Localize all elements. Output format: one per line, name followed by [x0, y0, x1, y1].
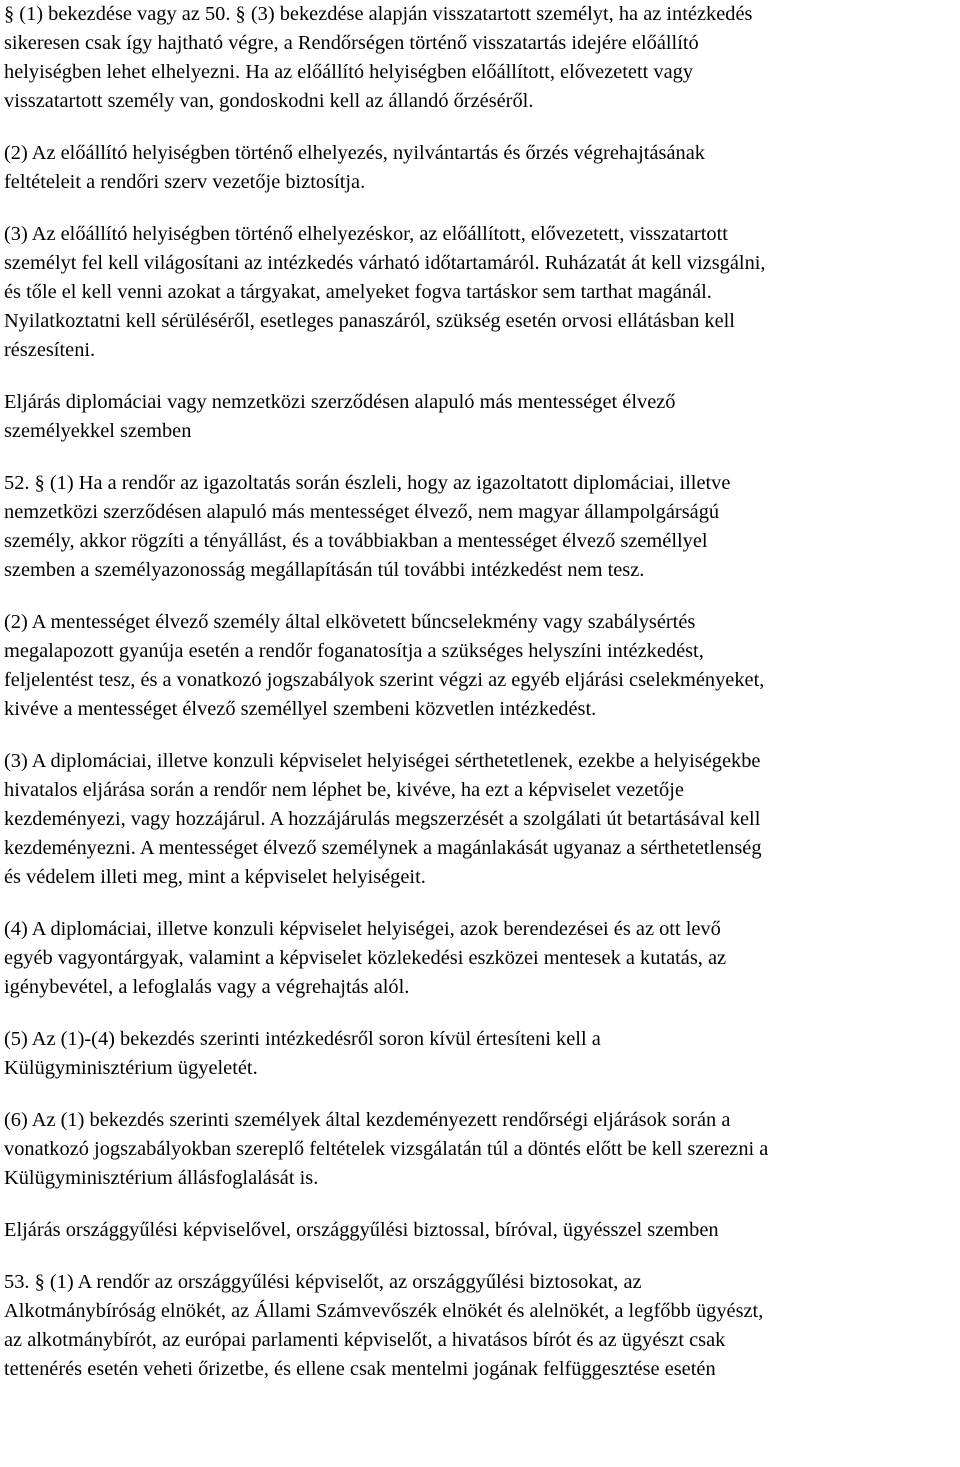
- paragraph-section-53-1: 53. § (1) A rendőr az országgyűlési képviselőt, az országgyűlési biztosokat, az Alkotmánybíróság elnökét, az Állami Számvevőszék elnökét és alelnökét, a legfőbb ügyészt, az alkotmánybírót, az európai parlamenti képviselőt, a hivatásos bírót és az ügyészt csak tettenérés esetén veheti őrizetbe, és ellene csak mentelmi jogának felfüggesztése esetén: [4, 1271, 764, 1380]
- paragraph-section-51-1-continued: § (1) bekezdése vagy az 50. § (3) bekezdése alapján visszatartott személyt, ha az intézkedés sikeresen csak így hajtható végre, a Rendőrségen történő visszatartás idejére előállító helyiségben lehet elhelyezni. Ha az előállító helyiségben előállított, elővezetett vagy visszatartott személy van, gondoskodni kell az állandó őrzéséről.: [4, 3, 753, 112]
- paragraph-section-52-6: (6) Az (1) bekezdés szerinti személyek által kezdeményezett rendőrségi eljárások során a vonatkozó jogszabályokban szereplő feltételek vizsgálatán túl a döntés előtt be kell szerezni a Külügyminisztérium állásfoglalását is.: [4, 1109, 769, 1189]
- paragraph-section-52-1: 52. § (1) Ha a rendőr az igazoltatás során észleli, hogy az igazoltatott diplomáciai, illetve nemzetközi szerződésen alapuló más mentességet élvező, nem magyar állampolgárságú személy, akkor rögzíti a tényállást, és a továbbiakban a mentességet élvező személlyel szemben a személyazonosság megállapításán túl további intézkedést nem tesz.: [4, 472, 731, 581]
- heading-parliamentary-immunity: Eljárás országgyűlési képviselővel, országgyűlési biztossal, bíróval, ügyésszel szemben: [4, 1219, 719, 1241]
- paragraph-section-51-3: (3) Az előállító helyiségben történő elhelyezéskor, az előállított, elővezetett, visszatartott személyt fel kell világosítani az intézkedés várható időtartamáról. Ruházatát át kell vizsgálni, és tőle el kell venni azokat a tárgyakat, amelyeket fogva tartáskor sem tarthat magánál. Nyilatkoztatni kell sérüléséről, esetleges panaszáról, szükség esetén orvosi ellátásban kell részesíteni.: [4, 223, 766, 361]
- heading-diplomatic-immunity: Eljárás diplomáciai vagy nemzetközi szerződésen alapuló más mentességet élvező személyekkel szemben: [4, 391, 676, 442]
- paragraph-section-52-4: (4) A diplomáciai, illetve konzuli képviselet helyiségei, azok berendezései és az ott levő egyéb vagyontárgyak, valamint a képviselet közlekedési eszközei mentesek a kutatás, az igénybevétel, a lefoglalás vagy a végrehajtás alól.: [4, 918, 727, 998]
- paragraph-section-52-3: (3) A diplomáciai, illetve konzuli képviselet helyiségei sérthetetlenek, ezekbe a helyiségekbe hivatalos eljárása során a rendőr nem léphet be, kivéve, ha ezt a képviselet vezetője kezdeményezi, vagy hozzájárul. A hozzájárulás megszerzését a szolgálati út betartásával kell kezdeményezni. A mentességet élvező személynek a magánlakását ugyanaz a sérthetetlenség és védelem illeti meg, mint a képviselet helyiségeit.: [4, 750, 762, 888]
- document-page: [4, 0, 958, 1407]
- paragraph-section-51-2: (2) Az előállító helyiségben történő elhelyezés, nyilvántartás és őrzés végrehajtásának feltételeit a rendőri szerv vezetője biztosítja.: [4, 142, 705, 193]
- paragraph-section-52-2: (2) A mentességet élvező személy által elkövetett bűncselekmény vagy szabálysértés megalapozott gyanúja esetén a rendőr foganatosítja a szükséges helyszíni intézkedést, feljelentést tesz, és a vonatkozó jogszabályok szerint végzi az egyéb eljárási cselekményeket, kivéve a mentességet élvező személlyel szembeni közvetlen intézkedést.: [4, 611, 765, 720]
- paragraph-section-52-5: (5) Az (1)-(4) bekezdés szerinti intézkedésről soron kívül értesíteni kell a Külügyminisztérium ügyeletét.: [4, 1028, 601, 1079]
